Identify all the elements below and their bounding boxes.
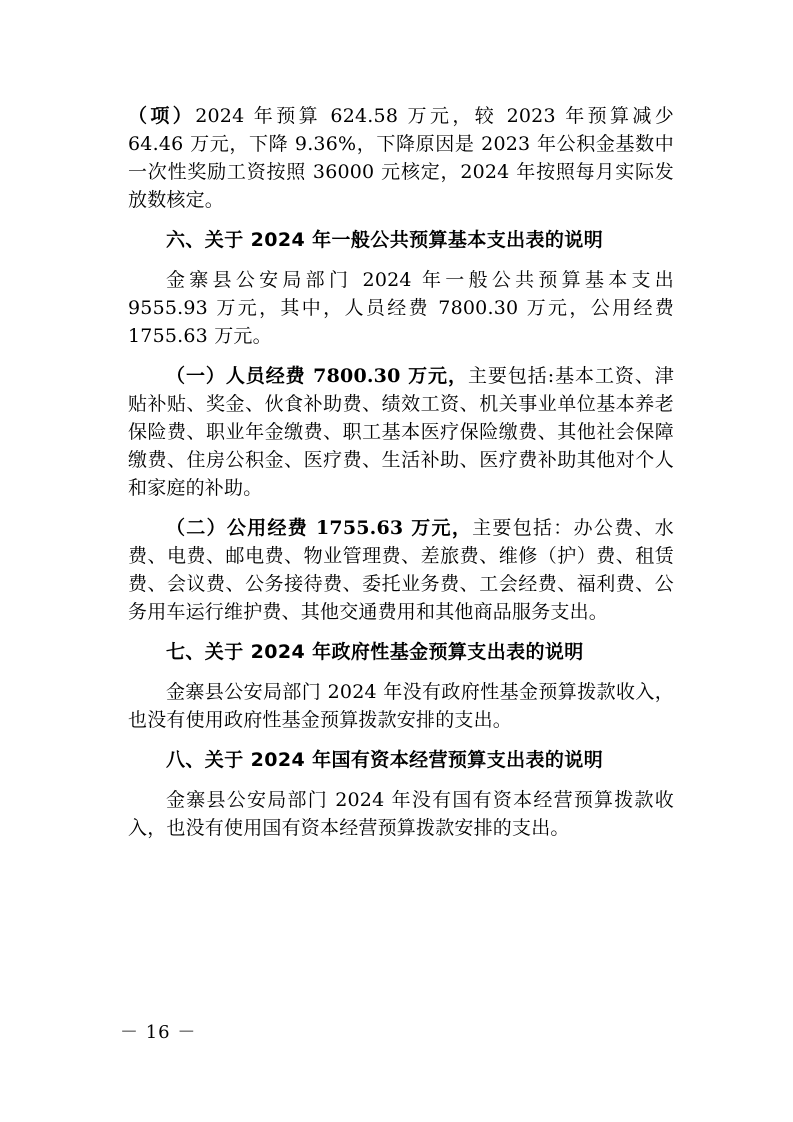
- public-expense-paragraph: [128, 514, 674, 626]
- document-body: [128, 102, 674, 854]
- section-six-intro: 金寨县公安局部门 2024 年一般公共预算基本支出 9555.93 万元，其中，人员经费 7800.30 万元，公用经费 1755.63 万元。: [128, 269, 674, 347]
- item-text: 2024 年预算 624.58 万元，较 2023 年预算减少 64.46 万元，下降 9.36%，下降原因是 2023 年公积金基数中一次性奖励工资按照 36000 元核定，2024 年按照每月实际发放数核定。: [128, 105, 674, 211]
- section-eight-heading: 八、关于 2024 年国有资本经营预算支出表的说明: [166, 749, 604, 771]
- personnel-expense-label: （一）人员经费 7800.30 万元，: [166, 365, 468, 387]
- personnel-expense-paragraph: [128, 362, 674, 502]
- section-six-heading: 六、关于 2024 年一般公共预算基本支出表的说明: [166, 229, 604, 251]
- public-expense-label: （二）公用经费 1755.63 万元，: [166, 517, 473, 539]
- item-label: （项）: [128, 105, 196, 127]
- section-seven-text: 金寨县公安局部门 2024 年没有政府性基金预算拨款收入，也没有使用政府性基金预算拨款安排的支出。: [128, 681, 674, 731]
- personnel-expense-text: 主要包括:基本工资、津贴补贴、奖金、伙食补助费、绩效工资、机关事业单位基本养老保险费、职业年金缴费、职工基本医疗保险缴费、其他社会保障缴费、住房公积金、医疗费、生活补助、医疗费补助其他对个人和家庭的补助。: [128, 365, 675, 499]
- public-expense-text: 主要包括：办公费、水费、电费、邮电费、物业管理费、差旅费、维修（护）费、租赁费、会议费、公务接待费、委托业务费、工会经费、福利费、公务用车运行维护费、其他交通费用和其他商品服务支出。: [128, 517, 674, 623]
- page-number: － 16 －: [120, 1022, 197, 1043]
- paragraph-housing-fund-item: [128, 102, 674, 214]
- section-eight-text: 金寨县公安局部门 2024 年没有国有资本经营预算拨款收入，也没有使用国有资本经营预算拨款安排的支出。: [128, 789, 674, 839]
- section-seven-heading: 七、关于 2024 年政府性基金预算支出表的说明: [166, 641, 584, 663]
